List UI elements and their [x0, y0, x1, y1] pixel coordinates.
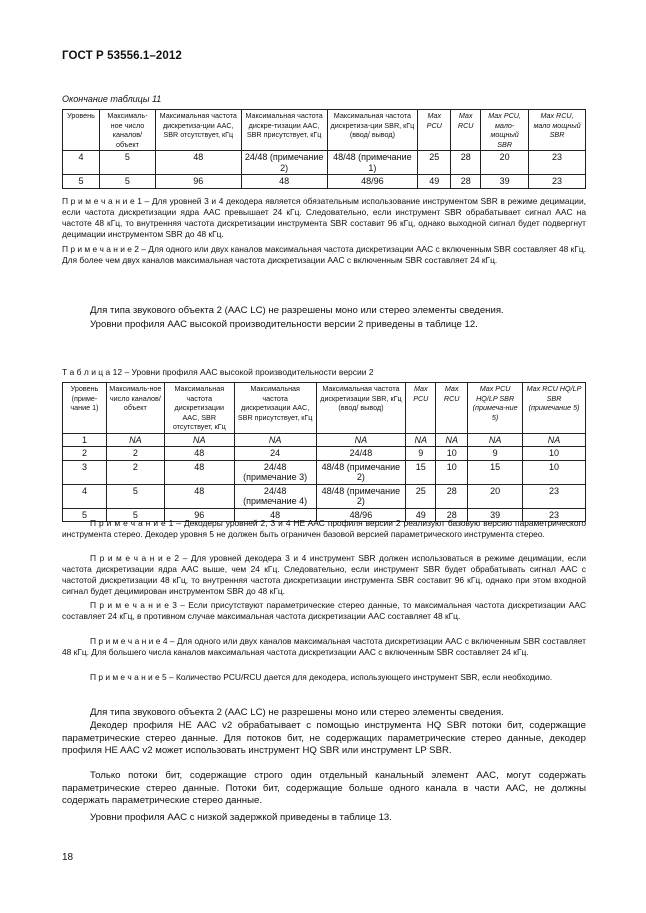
table-cell: 48/96 [327, 175, 418, 189]
table-cell: 2 [63, 447, 107, 461]
table12-row [63, 484, 586, 508]
table-cell: 25 [418, 151, 451, 175]
table11-note-1: П р и м е ч а н и е 1 – Для уровней 3 и 4 декодера является обязательным использование инструментом SBR в режиме децимации, если частота дискретизации ядра AAC превышает 24 кГц. Следовательно, если инструмент SBR обрабатывает сигнал AAC на частоте 48 кГц, то внутренняя частота дискретизации инструмента SBR составит 96 кГц, однако выходной сигнал будет подвергнут децимации инструментом SBR до 48 кГц. [62, 196, 586, 239]
table-cell: 96 [164, 508, 234, 522]
table-cell: 23 [523, 508, 586, 522]
table-cell: 48 [241, 175, 327, 189]
table-cell: 9 [468, 447, 523, 461]
table12-note-2: П р и м е ч а н и е 2 – Для уровней декодера 3 и 4 инструмент SBR должен использоваться в режиме децимации, если частота дискретизации ядра AAC выше, чем 24 кГц. Следовательно, если инструмент SBR будет обрабатывать сигнал AAC с частотой дискретизации 48 кГц, то внутренняя частота дискретизации инструмента SBR составит 96 кГц, однако при этом входной сигнал будет децимирован инструментом SBR до 48 кГц. [62, 553, 586, 596]
table-cell: NA [468, 433, 523, 447]
table12-header-cell: Max PCU [406, 383, 436, 434]
table12-header-cell: Max RCU [436, 383, 468, 434]
table-cell: 24/48 (примечание 4) [234, 484, 316, 508]
table-cell: NA [316, 433, 406, 447]
table-cell: 23 [529, 151, 586, 175]
table-cell: 39 [468, 508, 523, 522]
table-cell: 10 [523, 460, 586, 484]
table12-header-cell: Уровень (приме-чание 1) [63, 383, 107, 434]
table-cell: 39 [481, 175, 529, 189]
table11-header-cell: Максимальная частота дискретиза-ции SBR, кГц (ввод/ вывод) [327, 110, 418, 151]
table11-caption: Окончание таблицы 11 [62, 94, 162, 104]
table12-header-row [63, 383, 586, 434]
table-cell: 24/48 (примечание 2) [241, 151, 327, 175]
paragraph: Только потоки бит, содержащие строго один отдельный канальный элемент AAC, могут содержать параметрические стерео данные. Потоки бит, содержащие больше одного канала в части AAC, не должны содержать параметрические стерео данные. [62, 770, 586, 806]
table-cell: 48 [234, 508, 316, 522]
table12-note-1: П р и м е ч а н и е 1 – Декодеры уровней 2, 3 и 4 HE AAC профиля версии 2 реализуют базовую версию параметрического инструмента стерео. Декодер уровня 5 не должен быть ограничен базовой версией параметрического инструмента стерео. [62, 518, 586, 539]
paragraph: Для типа звукового объекта 2 (AAC LC) не разрешены моно или стерео элементы сведения. [90, 707, 504, 718]
table-cell: 48 [155, 151, 241, 175]
table12-header-cell: Максимальная частота дискретизации AAC, SBR присутствует, кГц [234, 383, 316, 434]
table-cell: 48/48 (примечание 2) [316, 460, 406, 484]
paragraph: Декодер профиля HE AAC v2 обрабатывает с помощью инструмента HQ SBR потоки бит, содержащие параметрические стерео данные. Для потоков бит, не содержащих параметрические стерео данные, декодер профиля HE AAC v2 может использовать инструмент HQ SBR или инструмент LP SBR. [62, 720, 586, 756]
table-cell: 48/48 (примечание 1) [327, 151, 418, 175]
table-cell: 24 [234, 447, 316, 461]
table-cell: 48/96 [316, 508, 406, 522]
table-cell: 10 [436, 447, 468, 461]
table-cell: NA [106, 433, 164, 447]
table11-header-cell: Max RCU [451, 110, 481, 151]
table-cell: 25 [406, 484, 436, 508]
table-cell: 1 [63, 433, 107, 447]
table12-note-3: П р и м е ч а н и е 3 – Если присутствуют параметрические стерео данные, то максимальная частота дискретизации AAC составляет 24 кГц, в противном случае максимальная частота дискретизации AAC составляет 48 кГц. [62, 600, 586, 621]
table12-row [63, 433, 586, 447]
table-cell: 2 [106, 447, 164, 461]
table-cell: 48 [164, 447, 234, 461]
table-cell: 48/48 (примечание 2) [316, 484, 406, 508]
table11-header-cell: Max PCU, мало-мощный SBR [481, 110, 529, 151]
table12-header-cell: Максимальная частота дискретизации SBR, кГц (ввод/ вывод) [316, 383, 406, 434]
table-cell: 5 [99, 151, 155, 175]
table12-header-cell: Максимальная частота дискретизации AAC, SBR отсутствует, кГц [164, 383, 234, 434]
table-cell: 23 [523, 484, 586, 508]
table-cell: 96 [155, 175, 241, 189]
table-cell: 5 [106, 508, 164, 522]
table-cell: 15 [406, 460, 436, 484]
table-cell: 28 [436, 484, 468, 508]
table-cell: 48 [164, 460, 234, 484]
table-cell: 5 [99, 175, 155, 189]
table-12 [62, 382, 586, 522]
page-number: 18 [62, 852, 74, 863]
table11-header-row [63, 110, 586, 151]
table-cell: 24/48 [316, 447, 406, 461]
table-11 [62, 109, 586, 189]
table11-header-cell: Max PCU [418, 110, 451, 151]
table11-header-cell: Max RCU, мало мощный SBR [529, 110, 586, 151]
table12-header-cell: Max RCU HQ/LP SBR (примечание 5) [523, 383, 586, 434]
table-cell: 24/48 (примечание 3) [234, 460, 316, 484]
table-cell: 4 [63, 484, 107, 508]
table-cell: 23 [529, 175, 586, 189]
table11-header-cell: Максималь-ное число каналов/ объект [99, 110, 155, 151]
table12-note-4: П р и м е ч а н и е 4 – Для одного или двух каналов максимальная частота дискретизации AAC с включенным SBR составляет 48 кГц. Для большего числа каналов максимальная частота дискретизации AAC с включенным SBR составляет 24 кГц. [62, 636, 586, 657]
table-cell: 2 [106, 460, 164, 484]
table11-row [63, 151, 586, 175]
table-cell: 49 [418, 175, 451, 189]
table-cell: 9 [406, 447, 436, 461]
table-cell: 5 [63, 175, 100, 189]
table-cell: 48 [164, 484, 234, 508]
table-cell: NA [164, 433, 234, 447]
table12-caption: Т а б л и ц а 12 – Уровни профиля AAC высокой производительности версии 2 [62, 367, 374, 377]
paragraph: Уровни профиля AAC высокой производительности версии 2 приведены в таблице 12. [90, 319, 478, 330]
table12-header-cell: Max PCU HQ/LP SBR (примеча-ние 5) [468, 383, 523, 434]
table-cell: 28 [436, 508, 468, 522]
table-cell: 28 [451, 151, 481, 175]
table-cell: NA [234, 433, 316, 447]
table-cell: NA [436, 433, 468, 447]
table11-note-2: П р и м е ч а н и е 2 – Для одного или двух каналов максимальная частота дискретизации AAC с включенным SBR составляет 48 кГц. Для более чем двух каналов максимальная частота дискретизации AAC с включенным SBR составляет 24 кГц. [62, 244, 586, 265]
table-cell: 3 [63, 460, 107, 484]
table-cell: 5 [106, 484, 164, 508]
paragraph: Уровни профиля AAC с низкой задержкой приведены в таблице 13. [90, 812, 392, 823]
table-cell: 10 [436, 460, 468, 484]
table-cell: NA [523, 433, 586, 447]
table11-row [63, 175, 586, 189]
table11-header-cell: Максимальная частота дискре-тизации AAC, SBR присутствует, кГц [241, 110, 327, 151]
table-cell: NA [406, 433, 436, 447]
table-cell: 49 [406, 508, 436, 522]
table12-row [63, 460, 586, 484]
table-cell: 20 [468, 484, 523, 508]
table-cell: 28 [451, 175, 481, 189]
table-cell: 15 [468, 460, 523, 484]
table12-row [63, 447, 586, 461]
table12-note-5: П р и м е ч а н и е 5 – Количество PCU/RCU дается для декодера, использующего инструмент SBR, если необходимо. [90, 672, 553, 682]
table11-header-cell: Уровень [63, 110, 100, 151]
table11-header-cell: Максимальная частота дискретиза-ции AAC, SBR отсутствует, кГц [155, 110, 241, 151]
table-cell: 5 [63, 508, 107, 522]
table-cell: 10 [523, 447, 586, 461]
table-cell: 4 [63, 151, 100, 175]
table-cell: 20 [481, 151, 529, 175]
paragraph: Для типа звукового объекта 2 (AAC LC) не разрешены моно или стерео элементы сведения. [90, 305, 504, 316]
document-header: ГОСТ Р 53556.1–2012 [62, 50, 182, 62]
table12-header-cell: Максималь-ное число каналов/ объект [106, 383, 164, 434]
